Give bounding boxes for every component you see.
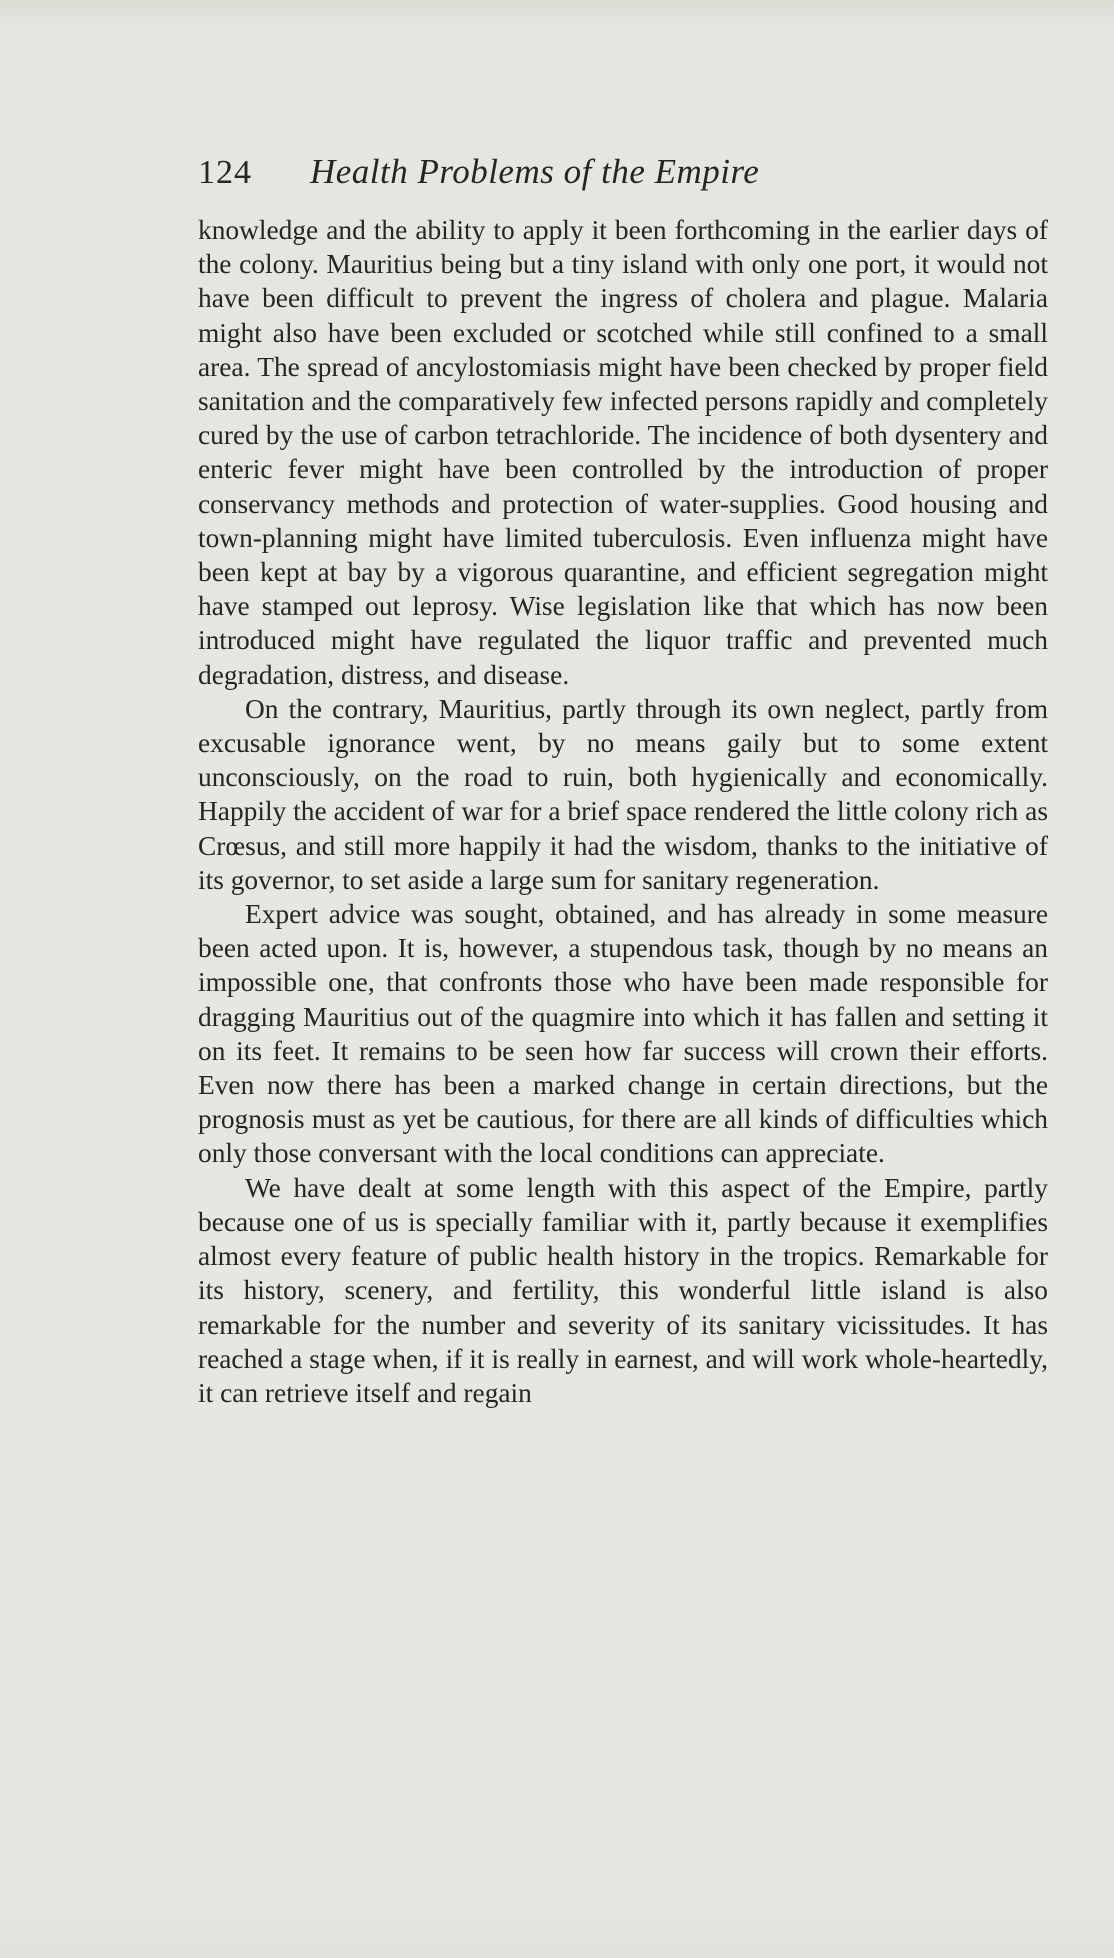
body-text — [198, 213, 1048, 1410]
paragraph: Expert advice was sought, obtained, and has already in some measure been acted upon. It is, however, a stupendous task, though by no means an impossible one, that confronts those who have been made responsible for dragging Mauritius out of the quagmire into which it has fallen and setting it on its feet. It remains to be seen how far success will crown their efforts. Even now there has been a marked change in certain directions, but the prognosis must as yet be cautious, for there are all kinds of difficulties which only those conversant with the local conditions can appreciate. — [198, 899, 1048, 1169]
running-head — [198, 152, 1058, 212]
paragraph-continuation: knowledge and the ability to apply it been forthcoming in the earlier days of the colony. Mauritius being but a tiny island with only one port, it would not have been difficult to prevent the ingress of cholera and plague. Malaria might also have been excluded or scotched while still confined to a small area. The spread of ancylostomiasis might have been checked by proper field sanitation and the comparatively few infected persons rapidly and completely cured by the use of carbon tetrachloride. The incidence of both dysentery and enteric fever might have been controlled by the introduction of proper conservancy methods and protection of water-supplies. Good housing and town-planning might have limited tuberculosis. Even influenza might have been kept at bay by a vigorous quarantine, and efficient segregation might have stamped out leprosy. Wise legislation like that which has now been introduced might have regulated the liquor traffic and prevented much degradation, distress, and disease. — [198, 215, 1048, 690]
page-number: 124 — [198, 154, 252, 191]
paragraph: We have dealt at some length with this aspect of the Empire, partly because one of us is specially familiar with it, partly because it exemplifies almost every feature of public health history in the tropics. Remarkable for its history, scenery, and fertility, this wonderful little island is also remarkable for the number and severity of its sanitary vicissitudes. It has reached a stage when, if it is really in earnest, and will work whole-heartedly, it can retrieve itself and regain — [198, 1172, 1048, 1408]
running-title: Health Problems of the Empire — [310, 152, 760, 191]
paragraph: On the contrary, Mauritius, partly through its own neglect, partly from excusable ignorance went, by no means gaily but to some extent unconsciously, on the road to ruin, both hygienically and economically. Happily the accident of war for a brief space rendered the little colony rich as Crœsus, and still more happily it had the wisdom, thanks to the initiative of its governor, to set aside a large sum for sanitary regeneration. — [198, 693, 1048, 895]
